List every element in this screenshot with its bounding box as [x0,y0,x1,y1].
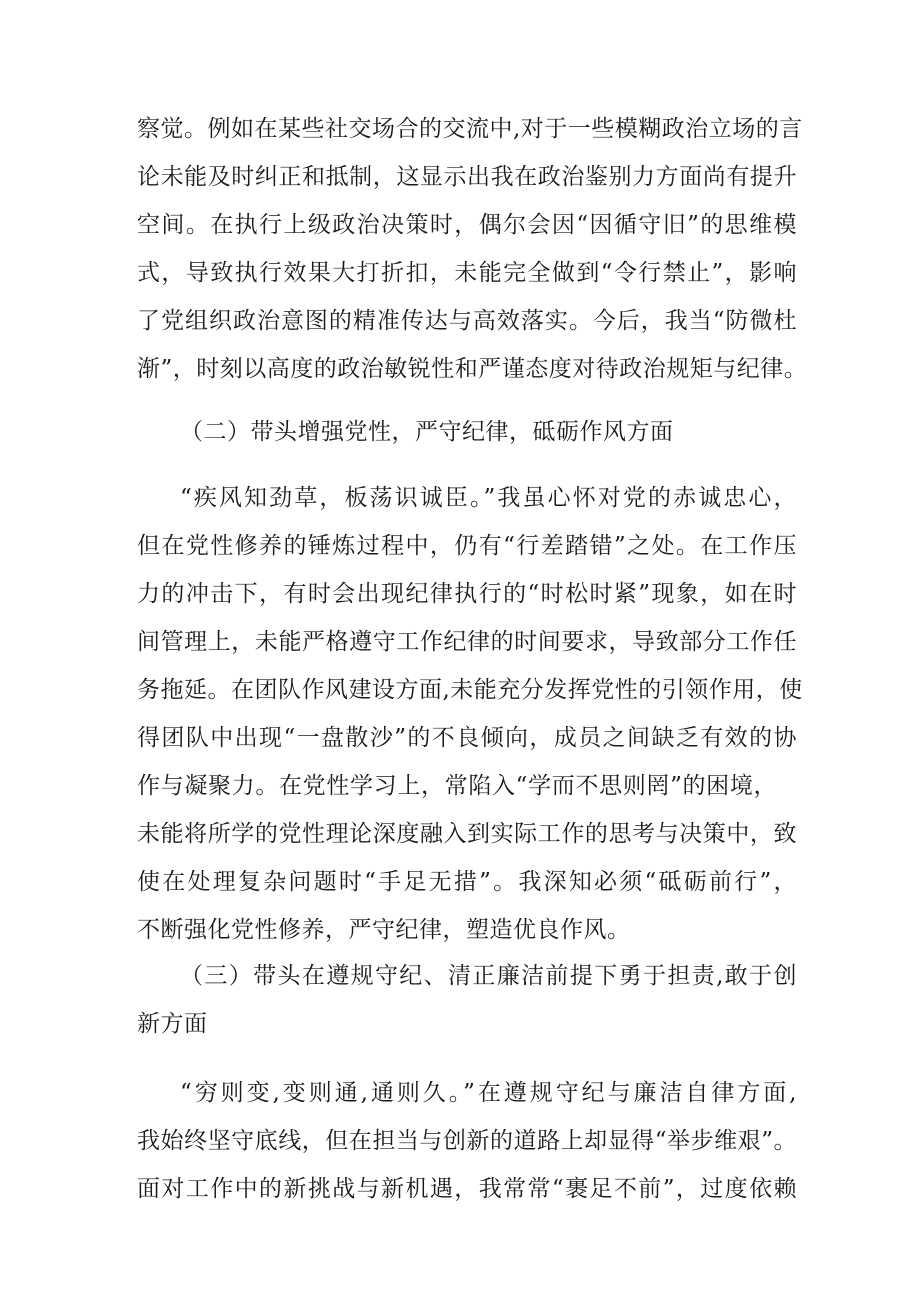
paragraph-3-line-2: 我始终坚守底线，但在担当与创新的道路上却显得“举步维艰”。 [137,1128,797,1154]
paragraph-3-line-3: 面对工作中的新挑战与新机遇，我常常“裹足不前”，过度依赖 [137,1176,797,1202]
paragraph-1-line-2: 论未能及时纠正和抵制，这显示出我在政治鉴别力方面尚有提升 [137,164,797,190]
paragraph-2-line-10: 不断强化党性修养，严守纪律，塑造优良作风。 [137,917,631,943]
paragraph-2-line-5: 务拖延。在团队作风建设方面,未能充分发挥党性的引领作用，使 [137,677,803,703]
paragraph-3-line-1: “穷则变,变则通,通则久。”在遵规守纪与廉洁自律方面, [180,1080,797,1106]
paragraph-2-line-2: 但在党性修养的锤炼过程中，仍有“行差踏错”之处。在工作压 [137,533,797,559]
paragraph-1-line-4: 式，导致执行效果大打折扣，未能完全做到“令行禁止”，影响 [137,260,797,286]
section-heading-2: （二）带头增强党性，严守纪律，砥砺作风方面 [180,419,674,445]
paragraph-2-line-6: 得团队中出现“一盘散沙”的不良倾向，成员之间缺乏有效的协 [137,725,797,751]
paragraph-1-line-3: 空间。在执行上级政治决策时，偶尔会因“因循守旧”的思维模 [137,212,797,238]
section-heading-3-line-2: 新方面 [137,1011,208,1037]
paragraph-1-line-6: 渐”，时刻以高度的政治敏锐性和严谨态度对待政治规矩与纪律。 [137,356,808,382]
paragraph-2-line-3: 力的冲击下，有时会出现纪律执行的“时松时紧”现象，如在时 [137,581,797,607]
paragraph-2-line-9: 使在处理复杂问题时“手足无措”。我深知必须“砥砺前行”， [137,869,797,895]
paragraph-2-line-7: 作与凝聚力。在党性学习上，常陷入“学而不思则罔”的困境， [137,773,777,799]
section-heading-3-line-1: （三）带头在遵规守纪、清正廉洁前提下勇于担责,敢于创 [180,963,797,989]
paragraph-1-line-5: 了党组织政治意图的精准传达与高效落实。今后，我当“防微杜 [137,308,797,334]
paragraph-2-line-4: 间管理上，未能严格遵守工作纪律的时间要求，导致部分工作任 [137,629,797,655]
paragraph-1-line-1: 察觉。例如在某些社交场合的交流中,对于一些模糊政治立场的言 [137,116,803,142]
paragraph-2-line-1: “疾风知劲草，板荡识诚臣。”我虽心怀对党的赤诚忠心， [180,485,797,511]
paragraph-2-line-8: 未能将所学的党性理论深度融入到实际工作的思考与决策中，致 [137,821,797,847]
